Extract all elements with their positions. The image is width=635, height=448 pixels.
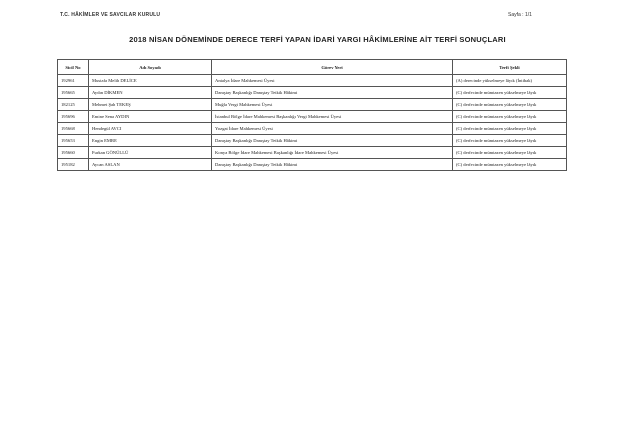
page-value: 1/1 — [524, 12, 532, 18]
cell-promotion-type: (C) derfecinde mümtazen yükselmeye lâyık — [453, 147, 567, 159]
table-header-row — [58, 60, 567, 75]
cell-duty-station: İstanbul Bölge İdare Mahkemesi Başkanlığı Vergi Mahkemesi Üyesi — [212, 111, 453, 123]
cell-name: Aydın DİKMEN — [89, 87, 212, 99]
cell-sicil-no: 195660 — [58, 147, 89, 159]
column-header-promotion-type: Terfi Şekli — [453, 60, 567, 75]
table-row — [58, 111, 567, 123]
cell-promotion-type: (A) derecinde yükselmeye lâyık (İntibak) — [453, 75, 567, 87]
table-row — [58, 99, 567, 111]
cell-sicil-no: 195668 — [58, 123, 89, 135]
cell-duty-station: Yozgat İdare Mahkemesi Üyesi — [212, 123, 453, 135]
cell-promotion-type: (C) derfecinde mümtazen yükselmeye lâyık — [453, 135, 567, 147]
cell-sicil-no: 195182 — [58, 159, 89, 171]
cell-sicil-no: 195653 — [58, 135, 89, 147]
cell-promotion-type: (C) derfecinde mümtazen yükselmeye lâyık — [453, 123, 567, 135]
cell-sicil-no: 182125 — [58, 99, 89, 111]
column-header-name: Adı Soyadı — [89, 60, 212, 75]
document-title: 2018 NİSAN DÖNEMİNDE DERECE TERFİ YAPAN İDARİ YARGI HÂKİMLERİNE AİT TERFİ SONUÇLARI — [129, 35, 506, 44]
table-row — [58, 87, 567, 99]
table-row — [58, 159, 567, 171]
cell-name: Mehmet Şah TEKEŞ — [89, 99, 212, 111]
cell-duty-station: Danıştay Başkanlığı Danıştay Tetkik Hâkimi — [212, 87, 453, 99]
cell-name: Mustafa Melih DELİCE — [89, 75, 212, 87]
table-row — [58, 75, 567, 87]
cell-duty-station: Muğla Vergi Mahkemesi Üyesi — [212, 99, 453, 111]
cell-sicil-no: 195696 — [58, 111, 89, 123]
page-number — [508, 12, 532, 18]
cell-name: Emine Sena AYDIN — [89, 111, 212, 123]
table-row — [58, 147, 567, 159]
page-label: Sayfa : — [508, 12, 524, 18]
cell-sicil-no: 192961 — [58, 75, 89, 87]
cell-name: Engin EMRE — [89, 135, 212, 147]
cell-duty-station: Antalya İdare Mahkemesi Üyesi — [212, 75, 453, 87]
cell-name: Aycan ASLAN — [89, 159, 212, 171]
cell-name: Hendegül AVCI — [89, 123, 212, 135]
column-header-duty-station: Görev Yeri — [212, 60, 453, 75]
table-row — [58, 123, 567, 135]
cell-name: Furkan GÖNÜLLÜ — [89, 147, 212, 159]
table-body — [58, 75, 567, 171]
org-name: T.C. HÂKİMLER VE SAVCILAR KURULU — [60, 12, 161, 18]
cell-promotion-type: (C) derfecinde mümtazen yükselmeye lâyık — [453, 99, 567, 111]
results-table — [57, 59, 567, 171]
cell-duty-station: Danıştay Başkanlığı Danıştay Tetkik Hâkimi — [212, 159, 453, 171]
cell-duty-station: Danıştay Başkanlığı Danıştay Tetkik Hâkimi — [212, 135, 453, 147]
cell-promotion-type: (C) derfecinde mümtazen yükselmeye lâyık — [453, 159, 567, 171]
column-header-sicil-no: Sicil No — [58, 60, 89, 75]
cell-duty-station: Konya Bölge İdare Mahkemesi Başkanlığı İdare Mahkemesi Üyesi — [212, 147, 453, 159]
table-row — [58, 135, 567, 147]
cell-promotion-type: (C) derfecinde mümtazen yükselmeye lâyık — [453, 87, 567, 99]
cell-promotion-type: (C) derfecinde mümtazen yükselmeye lâyık — [453, 111, 567, 123]
cell-sicil-no: 195665 — [58, 87, 89, 99]
